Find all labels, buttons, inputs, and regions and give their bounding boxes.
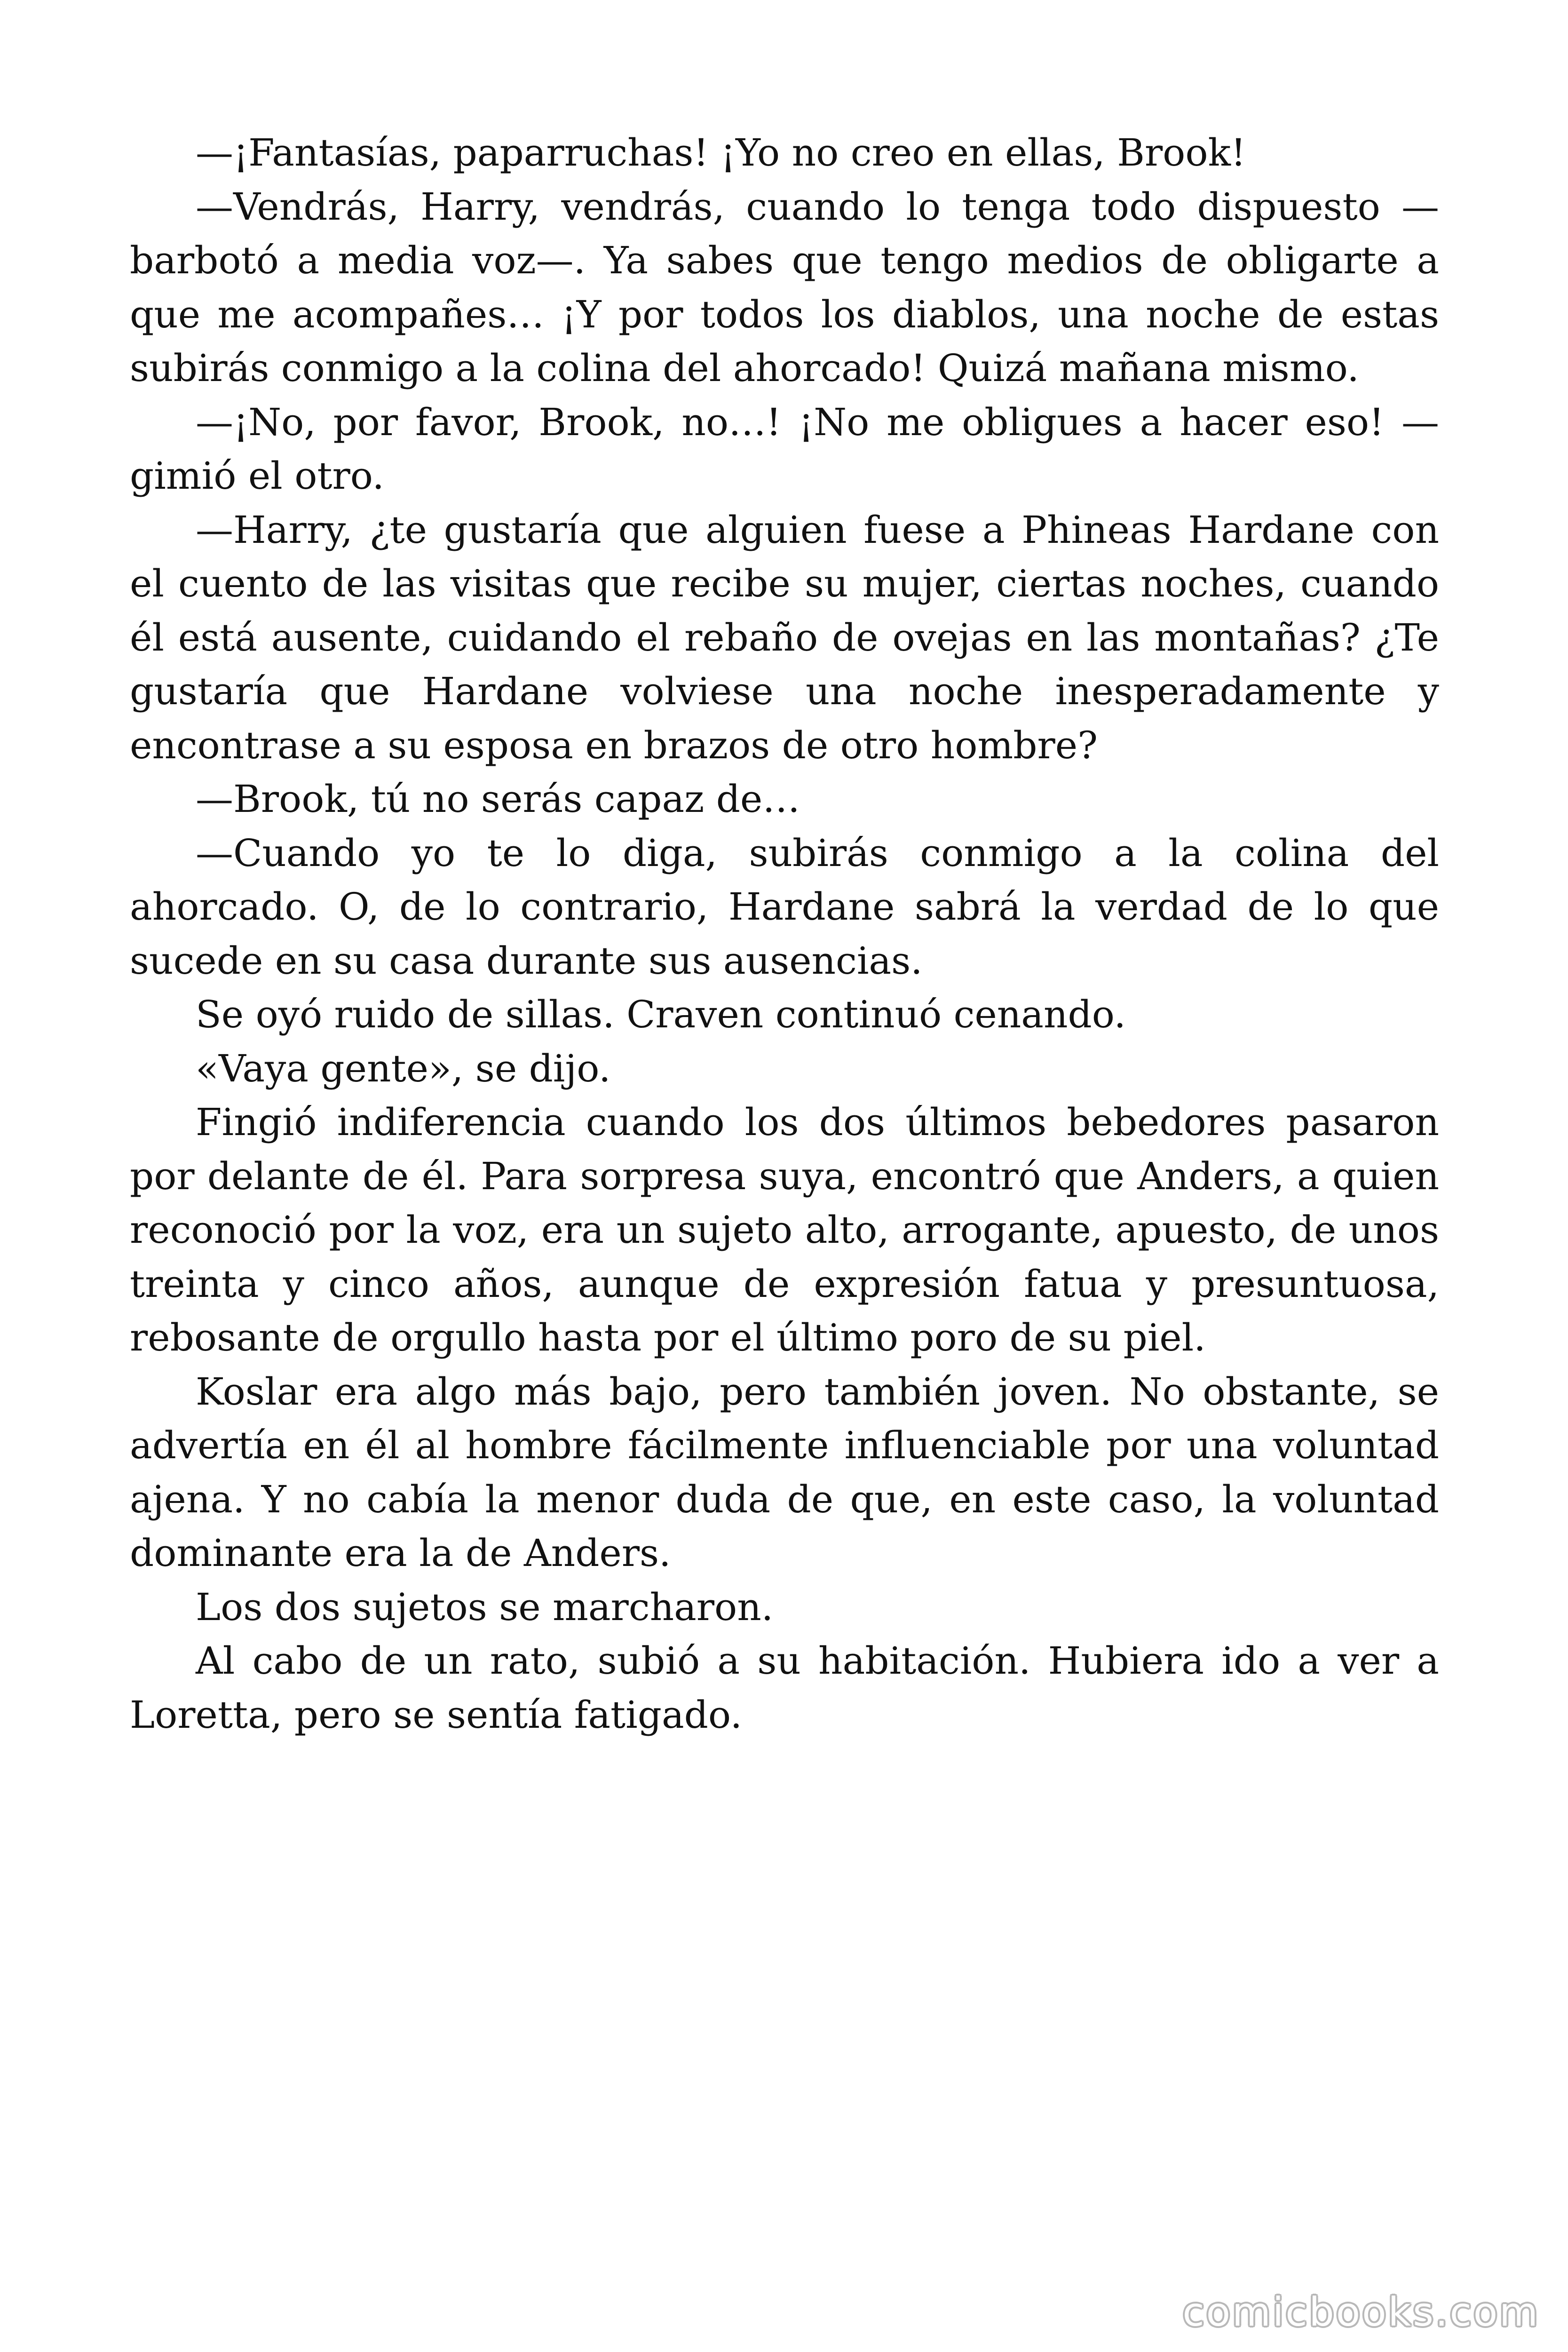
paragraph: Fingió indiferencia cuando los dos últimos bebedores pasaron por delante de él. Para sorpresa suya, encontró que Anders, a quien reconoció por la voz, era un sujeto alto, arrogante, apuesto, de unos treinta y cinco años, aunque de expresión fatua y presuntuosa, rebosante de orgullo hasta por el último poro de su piel. (130, 1100, 1439, 1359)
watermark: comicbooks.com (1182, 2289, 1540, 2335)
paragraph: Koslar era algo más bajo, pero también joven. No obstante, se advertía en él al hombre fácilmente influenciable por una voluntad ajena. Y no cabía la menor duda de que, en este caso, la voluntad dominante era la de Anders. (130, 1369, 1439, 1575)
paragraph: —¡No, por favor, Brook, no…! ¡No me obligues a hacer eso! —gimió el otro. (130, 400, 1439, 498)
paragraph: —Harry, ¿te gustaría que alguien fuese a Phineas Hardane con el cuento de las visitas que recibe su mujer, ciertas noches, cuando él está ausente, cuidando el rebaño de ovejas en las montañas? ¿Te gustaría que Hardane volviese una noche inesperadamente y encontrase a su esposa en brazos de otro hombre? (130, 508, 1439, 767)
page-body (130, 126, 1439, 1742)
paragraph: Los dos sujetos se marcharon. (196, 1585, 774, 1629)
paragraph: Se oyó ruido de sillas. Craven continuó cenando. (196, 993, 1126, 1036)
paragraph: «Vaya gente», se dijo. (196, 1046, 611, 1090)
paragraph: —Cuando yo te lo diga, subirás conmigo a la colina del ahorcado. O, de lo contrario, Hardane sabrá la verdad de lo que sucede en su casa durante sus ausencias. (130, 831, 1439, 983)
paragraph: —¡Fantasías, paparruchas! ¡Yo no creo en ellas, Brook! (196, 131, 1246, 175)
paragraph: —Brook, tú no serás capaz de… (196, 777, 800, 821)
paragraph: Al cabo de un rato, subió a su habitación. Hubiera ido a ver a Loretta, pero se sentía fatigado. (130, 1639, 1439, 1737)
paragraph: —Vendrás, Harry, vendrás, cuando lo tenga todo dispuesto —barbotó a media voz—. Ya sabes que tengo medios de obligarte a que me acompañes… ¡Y por todos los diablos, una noche de estas subirás conmigo a la colina del ahorcado! Quizá mañana mismo. (130, 184, 1439, 390)
